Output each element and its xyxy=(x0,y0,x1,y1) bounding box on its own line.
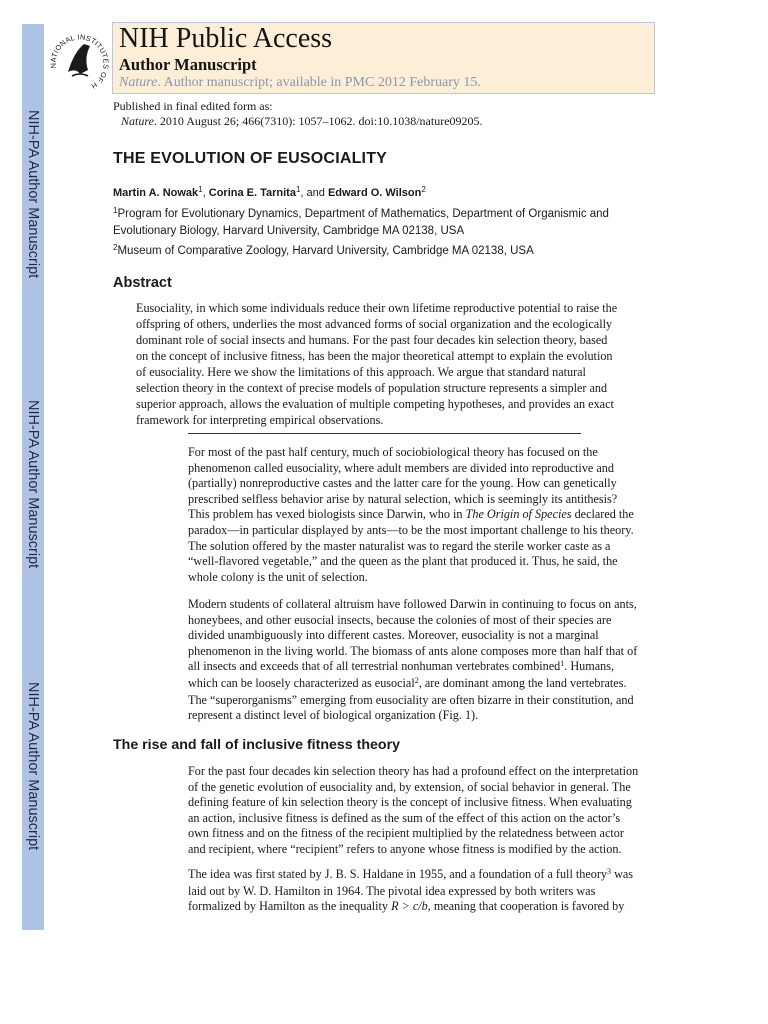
author-list xyxy=(113,187,426,199)
abstract-line: Eusociality, in which some individuals reduce their own lifetime reproductive potential to raise the xyxy=(136,301,618,315)
line-text: The idea was first stated by J. B. S. Haldane in 1955, and a foundation of a full theory xyxy=(188,867,608,881)
header-banner xyxy=(112,22,655,94)
paragraph-line: paradox—in particular displayed by ants—to be the most important challenge to his theory. xyxy=(188,522,634,537)
line-text: This problem has vexed biologists since Darwin, who in xyxy=(188,507,466,522)
affiliation-sup: 2 xyxy=(113,243,118,252)
header-availability-text: . Author manuscript; available in PMC 2012 February 15. xyxy=(157,75,481,90)
body-paragraph xyxy=(188,867,638,915)
paragraph-line: Modern students of collateral altruism have followed Darwin in continuing to focus on ants, xyxy=(188,597,637,611)
paragraph-line: The solution offered by the master naturalist was to regard the sterile worker caste as a xyxy=(188,538,611,553)
paragraph-line xyxy=(188,899,638,915)
body-paragraph xyxy=(188,764,638,858)
paragraph-line xyxy=(188,867,638,884)
abstract-line: framework for interpreting empirical observations. xyxy=(136,413,384,427)
paragraph-line: defining feature of kin selection theory is the concept of inclusive fitness. When evaluating xyxy=(188,795,632,810)
author-name: Martin A. Nowak xyxy=(113,187,199,199)
header-title: NIH Public Access xyxy=(119,23,333,54)
paragraph-line: of the genetic evolution of eusociality and, by extension, of social behavior in general. The xyxy=(188,779,631,794)
author-sup: 1 xyxy=(295,185,301,194)
affiliation-text: Museum of Comparative Zoology, Harvard University, Cambridge MA 02138, USA xyxy=(117,245,534,257)
author-separator: , xyxy=(202,187,209,199)
author-sup: 1 xyxy=(198,185,203,194)
paragraph-line: honeybees, and other eusocial insects, because the colonies of most of their species are xyxy=(188,612,612,627)
affiliation-sup: 1 xyxy=(113,206,118,215)
author-name: Edward O. Wilson xyxy=(327,187,422,199)
body-paragraph xyxy=(188,597,638,724)
inequality: R > c/b xyxy=(391,899,428,914)
divider xyxy=(188,433,581,434)
affiliation xyxy=(113,206,673,239)
paragraph-line: phenomenon called eusociality, where adult members are divided into reproductive and xyxy=(188,460,614,475)
affiliation-text: Program for Evolutionary Dynamics, Department of Mathematics, Department of Organismic and Evolutionary Biology, Harvard University, Cambridge MA 02138, USA xyxy=(113,208,609,237)
body-paragraph xyxy=(188,445,638,585)
section-heading: The rise and fall of inclusive fitness theory xyxy=(113,737,400,753)
header-journal: Nature xyxy=(119,75,158,90)
line-text: . Humans, xyxy=(564,659,615,674)
line-text: , meaning that cooperation is favored by xyxy=(427,899,625,914)
paragraph-line: represent a distinct level of biological organization (Fig. 1). xyxy=(188,708,479,723)
reference-sup: 3 xyxy=(607,867,612,876)
abstract-heading: Abstract xyxy=(113,275,172,291)
sidebar-label: NIH-PA Author Manuscript xyxy=(25,109,41,279)
paragraph-line: divided unambiguously into different castes. Moreover, eusociality is not a marginal xyxy=(188,628,599,643)
paragraph-line: own fitness and on the fitness of the recipient multiplied by the relatedness between actor xyxy=(188,826,624,841)
sidebar-label: NIH-PA Author Manuscript xyxy=(25,399,41,569)
abstract-body xyxy=(136,300,636,428)
abstract-line: superior approach, allows the evaluation of multiple competing hypotheses, and provides an exact xyxy=(136,397,614,411)
paragraph-line: “well-flavored vegetable,” and the queen as the plant that produced it. Thus, he said, the xyxy=(188,554,618,569)
paragraph-line xyxy=(188,507,638,523)
author-separator: , and xyxy=(300,187,328,199)
paragraph-line xyxy=(188,676,638,693)
paragraph-line xyxy=(188,659,638,676)
logo-arc-text: NATIONAL INSTITUTES OF H xyxy=(48,32,111,91)
paragraph-line: laid out by W. D. Hamilton in 1964. The pivotal idea expressed by both writers was xyxy=(188,883,596,898)
header-subtitle: Author Manuscript xyxy=(119,55,257,74)
abstract-line: on the concept of inclusive fitness, has been the major theoretical attempt to explain the evolution xyxy=(136,349,613,363)
paper-title: THE EVOLUTION OF EUSOCIALITY xyxy=(113,150,388,167)
author-name: Corina E. Tarnita xyxy=(208,187,296,199)
reference-sup: 2 xyxy=(414,675,419,685)
sidebar-label: NIH-PA Author Manuscript xyxy=(25,681,41,851)
line-text: all insects and exceeds that of all terrestrial nonhuman vertebrates combined xyxy=(188,659,561,674)
line-text: was xyxy=(611,867,634,881)
abstract-line: of eusociality. Here we show the limitations of this approach. We argue that standard natural xyxy=(136,365,586,379)
author-sup: 2 xyxy=(421,185,426,194)
abstract-line: dominant role of social insects and humans. For the past four decades kin selection theory, based xyxy=(136,333,608,347)
affiliation xyxy=(113,245,534,257)
nih-logo xyxy=(44,22,112,98)
publication-line: Published in final edited form as: xyxy=(113,99,273,113)
citation-text: . 2010 August 26; 466(7310): 1057–1062. doi:10.1038/nature09205. xyxy=(153,114,483,128)
line-text: which can be loosely characterized as eusocial xyxy=(188,675,415,690)
publication-citation xyxy=(121,114,483,129)
paragraph-line: an action, inclusive fitness is defined as the sum of the effect of this action on the actor’s xyxy=(188,810,621,825)
abstract-line: selection theory in the context of precise models of population structure represents a simpler and xyxy=(136,381,608,395)
line-text: formalized by Hamilton as the inequality xyxy=(188,899,392,914)
header-availability xyxy=(119,75,481,91)
line-text: , are dominant among the land vertebrates. xyxy=(418,675,627,690)
paragraph-line: whole colony is the unit of selection. xyxy=(188,569,368,584)
reference-sup: 1 xyxy=(560,659,565,669)
paragraph-line: For most of the past half century, much of sociobiological theory has focused on the xyxy=(188,445,598,459)
line-text: declared the xyxy=(571,507,634,522)
sidebar-strip xyxy=(22,24,44,930)
book-title: The Origin of Species xyxy=(465,507,572,522)
paragraph-line: phenomenon in the living world. The biomass of ants alone composes more than half that of xyxy=(188,643,638,658)
paragraph-line: For the past four decades kin selection theory has had a profound effect on the interpretation xyxy=(188,764,639,778)
citation-journal: Nature xyxy=(121,114,154,128)
paragraph-line: and recipient, where “recipient” refers to anyone whose fitness is modified by the action. xyxy=(188,841,622,856)
paragraph-line: The “superorganisms” emerging from eusociality are often bizarre in their constitution, and xyxy=(188,692,634,707)
abstract-line: offspring of others, underlies the most advanced forms of social organization and the ecologically xyxy=(136,317,613,331)
paragraph-line: prescribed selfless behavior arise by natural selection, which is seemingly its antithesis? xyxy=(188,491,618,506)
paragraph-line: (partially) nonreproductive castes and the latter care for the young. How can genetically xyxy=(188,476,617,491)
